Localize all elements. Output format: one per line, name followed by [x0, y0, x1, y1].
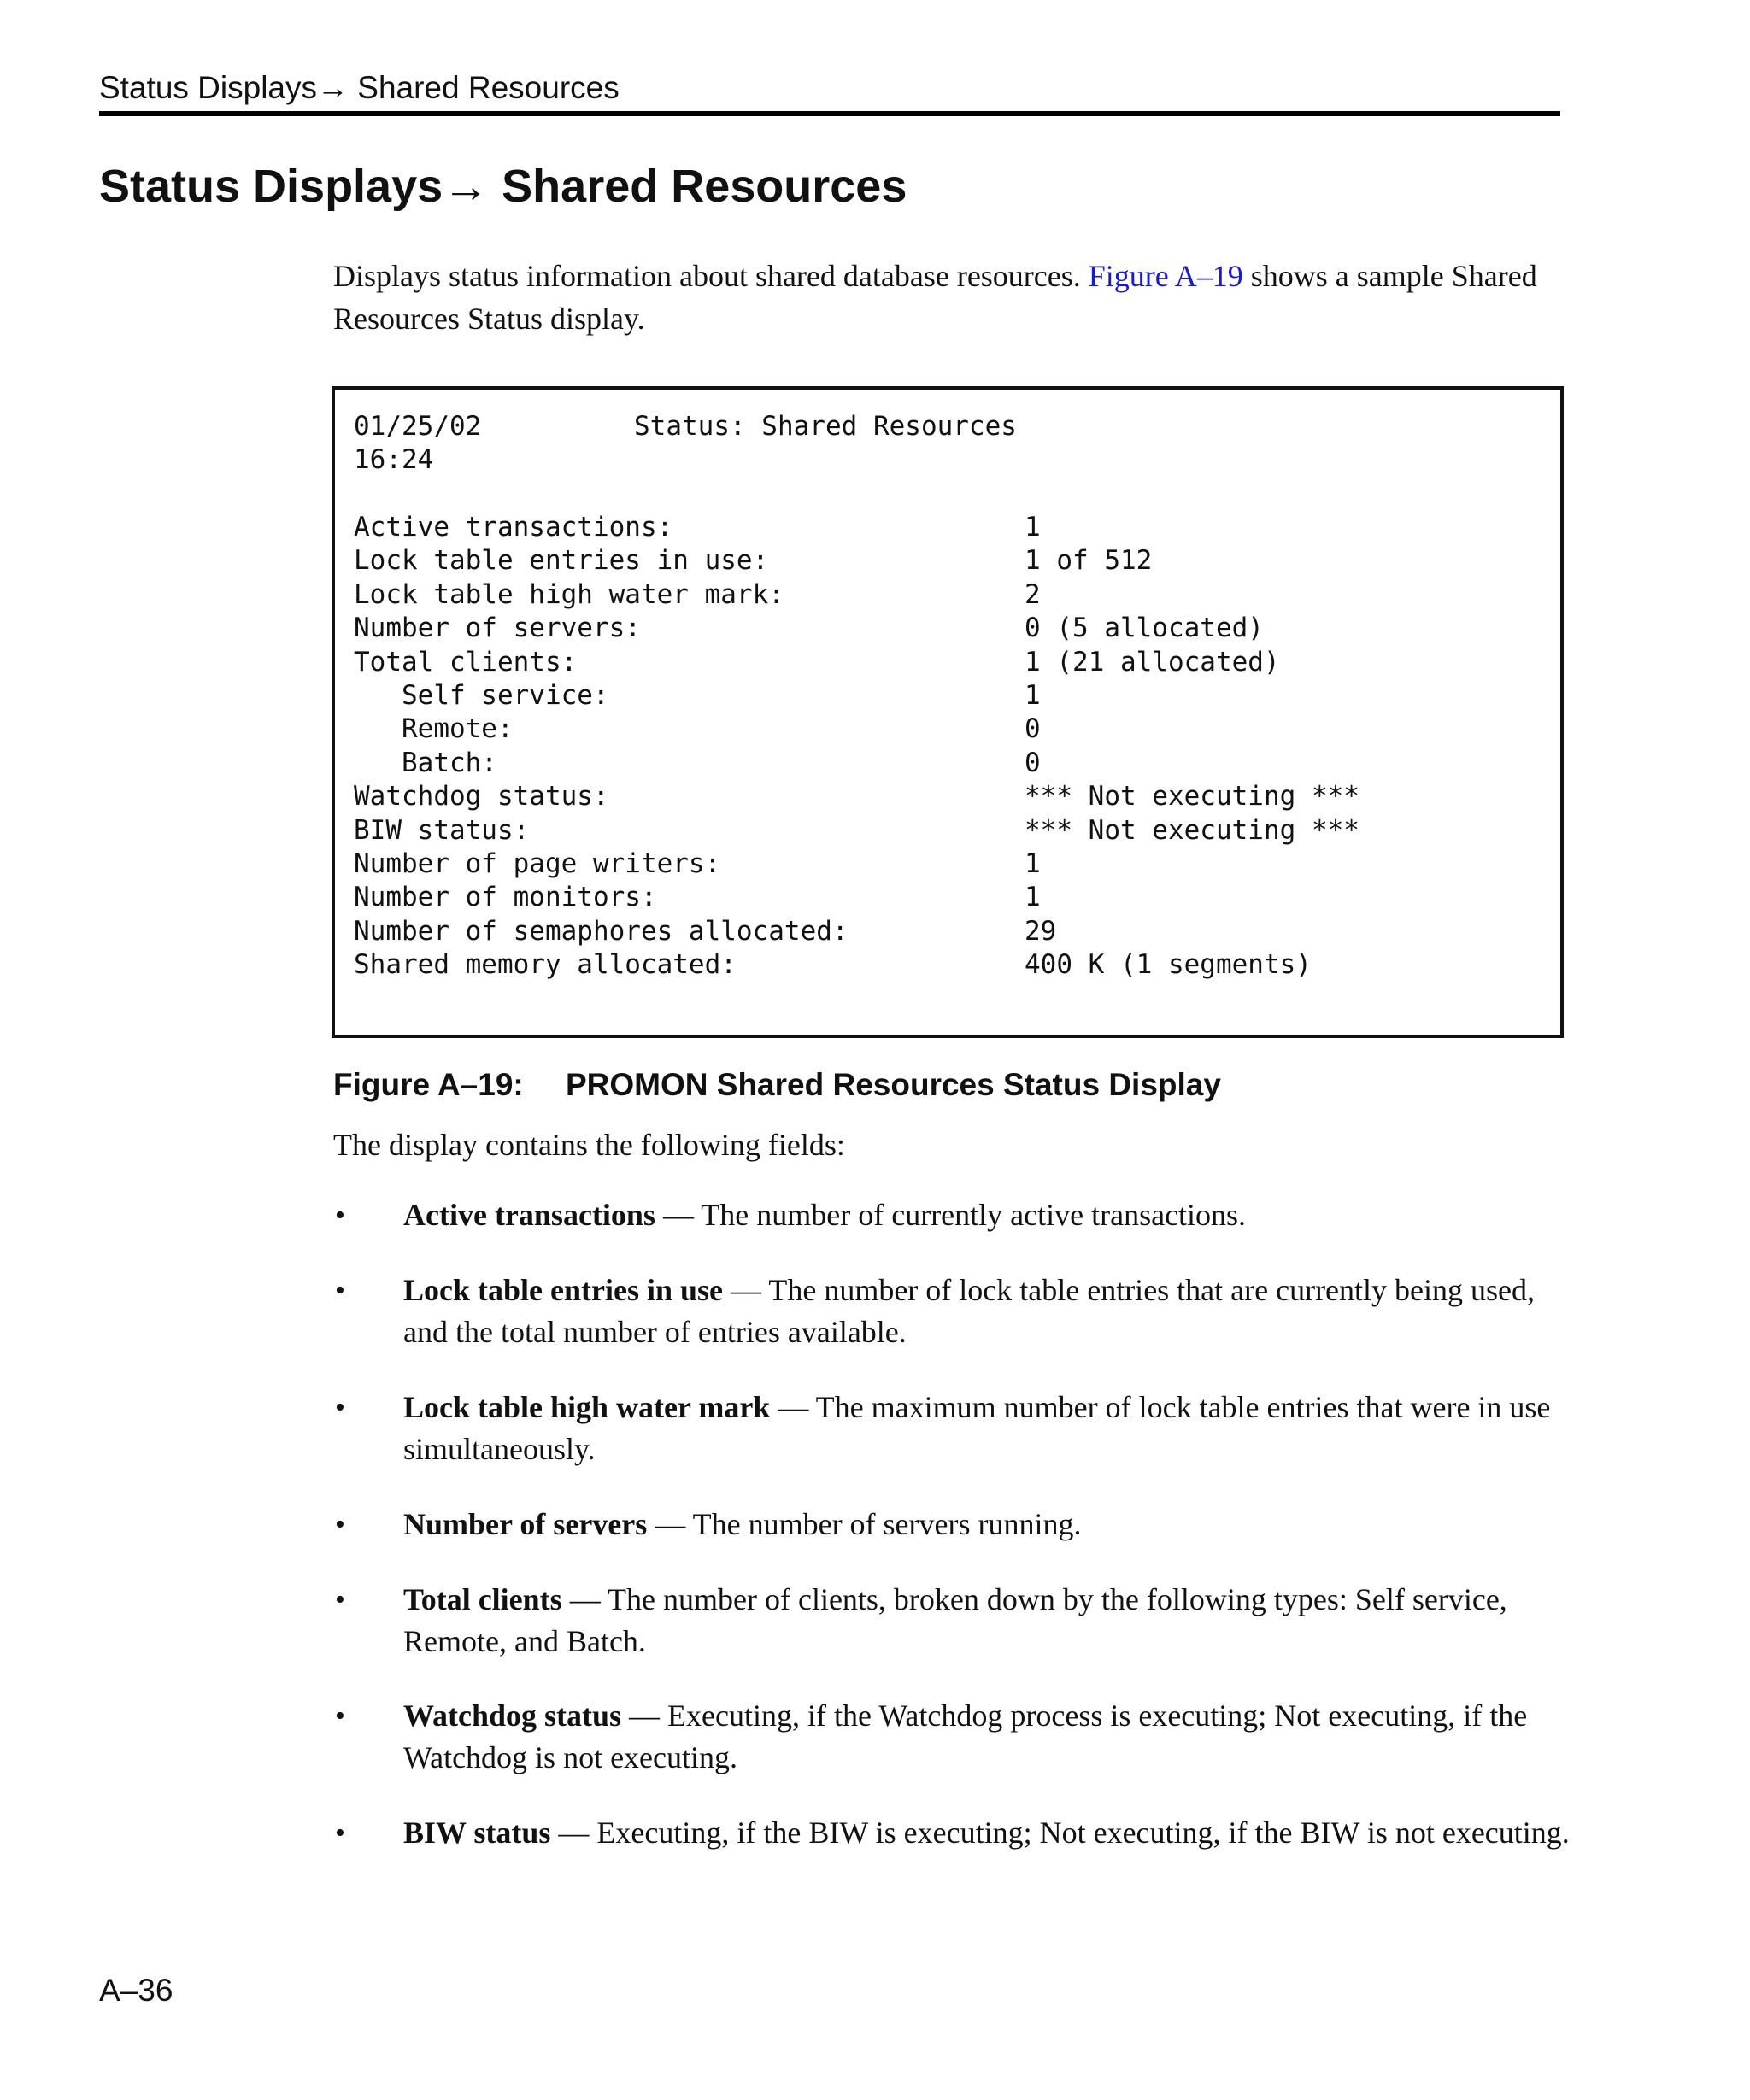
bullet-icon: •	[335, 1200, 345, 1231]
arrow-icon: →	[443, 161, 490, 212]
field-text: — The number of clients, broken down by the following types: Self service, Remote, and Batch.	[403, 1582, 1507, 1658]
screen-sample-box	[332, 386, 1564, 1038]
field-term: Number of servers	[403, 1507, 648, 1541]
field-term: Active transactions	[403, 1198, 655, 1232]
screen-row	[354, 747, 1041, 780]
screen-row-label: Watchdog status:	[354, 781, 609, 812]
field-text: — Executing, if the BIW is executing; Not executing, if the BIW is not executing.	[550, 1816, 1570, 1850]
screen-row	[354, 612, 1264, 645]
screen-row-value: 1	[1025, 680, 1041, 711]
screen-time: 16:24	[354, 444, 434, 476]
field-term: BIW status	[403, 1816, 551, 1850]
field-description	[403, 1387, 1574, 1470]
screen-row	[354, 881, 1041, 914]
screen-row-label: Number of servers:	[354, 613, 641, 644]
intro-paragraph	[333, 255, 1564, 340]
screen-row-label: BIW status:	[354, 814, 530, 846]
bullet-icon: •	[335, 1275, 345, 1306]
screen-row-label: Lock table entries in use:	[354, 545, 769, 577]
screen-row-label: Active transactions:	[354, 512, 673, 543]
screen-row-label: Lock table high water mark:	[354, 578, 784, 610]
screen-row-value: 29	[1025, 915, 1057, 947]
screen-row-label: Number of monitors:	[354, 882, 657, 913]
screen-row-label: Number of page writers:	[354, 848, 721, 879]
bullet-icon: •	[335, 1392, 345, 1423]
field-description	[403, 1695, 1574, 1779]
bullet-icon: •	[335, 1700, 345, 1732]
field-description	[403, 1270, 1574, 1353]
field-term: Watchdog status	[403, 1698, 622, 1733]
arrow-icon: →	[317, 70, 349, 105]
field-term: Total clients	[403, 1582, 562, 1616]
screen-row	[354, 848, 1041, 881]
figure-number: Figure A–19:	[333, 1067, 524, 1102]
screen-row-value: 1	[1025, 882, 1041, 913]
field-description	[403, 1194, 1574, 1236]
intro-text-before: Displays status information about shared database resources.	[333, 259, 1089, 293]
screen-row	[354, 679, 1041, 713]
screen-header-line	[354, 410, 1017, 443]
figure-link[interactable]: Figure A–19	[1088, 259, 1243, 293]
figure-caption	[333, 1064, 1221, 1106]
screen-row-label: Batch:	[354, 747, 497, 778]
figure-title: PROMON Shared Resources Status Display	[566, 1067, 1221, 1102]
screen-row-label: Total clients:	[354, 646, 578, 678]
screen-row-label: Remote:	[354, 713, 514, 745]
field-description	[403, 1504, 1574, 1546]
screen-row	[354, 948, 1312, 982]
screen-row-value: 2	[1025, 578, 1041, 610]
screen-date: 01/25/02	[354, 411, 482, 442]
running-header	[99, 67, 1560, 109]
field-description	[403, 1579, 1574, 1663]
bullet-icon: •	[335, 1509, 345, 1540]
screen-row	[354, 578, 1041, 612]
screen-row-value: 0	[1025, 747, 1041, 778]
page-title-section: Status Displays	[99, 161, 443, 212]
screen-title: Status: Shared Resources	[634, 411, 1017, 442]
screen-row	[354, 646, 1280, 679]
screen-row	[354, 780, 1359, 813]
field-description	[403, 1812, 1574, 1854]
fields-intro: The display contains the following fields:	[333, 1128, 845, 1162]
screen-row-label: Self service:	[354, 680, 609, 711]
screen-row-value: 1	[1025, 848, 1041, 879]
screen-row-value: 400 K (1 segments)	[1025, 949, 1312, 981]
screen-row-value: 0	[1025, 713, 1041, 745]
screen-row	[354, 713, 1041, 746]
page-title	[99, 157, 907, 215]
screen-row-value: 1 of 512	[1025, 545, 1153, 577]
screen-row	[354, 544, 1153, 578]
screen-row-value: 0 (5 allocated)	[1025, 613, 1264, 644]
running-header-topic: Shared Resources	[349, 70, 620, 105]
screen-row-value: *** Not executing ***	[1025, 814, 1359, 846]
screen-row-value: 1	[1025, 512, 1041, 543]
running-header-section: Status Displays	[99, 70, 317, 105]
screen-row-label: Shared memory allocated:	[354, 949, 737, 981]
screen-row-label: Number of semaphores allocated:	[354, 915, 849, 947]
field-term: Lock table entries in use	[403, 1273, 723, 1307]
screen-row-value: 1 (21 allocated)	[1025, 646, 1280, 678]
field-text: — The number of currently active transactions.	[655, 1198, 1247, 1232]
screen-row	[354, 511, 1041, 544]
header-rule	[99, 111, 1560, 116]
bullet-icon: •	[335, 1584, 345, 1616]
bullet-icon: •	[335, 1817, 345, 1849]
intro-text-after: shows a sample Shared Resources Status display.	[333, 259, 1537, 336]
field-text: — The number of lock table entries that are currently being used, and the total number of entries available.	[403, 1273, 1536, 1349]
page-number: A–36	[99, 1973, 173, 2008]
field-text: — The maximum number of lock table entries that were in use simultaneously.	[403, 1390, 1551, 1466]
screen-row-value: *** Not executing ***	[1025, 781, 1359, 812]
screen-row	[354, 814, 1359, 848]
page-title-topic: Shared Resources	[489, 161, 907, 212]
field-term: Lock table high water mark	[403, 1390, 771, 1424]
field-text: — Executing, if the Watchdog process is executing; Not executing, if the Watchdog is not executing.	[403, 1698, 1528, 1774]
screen-row	[354, 915, 1057, 948]
field-text: — The number of servers running.	[647, 1507, 1082, 1541]
